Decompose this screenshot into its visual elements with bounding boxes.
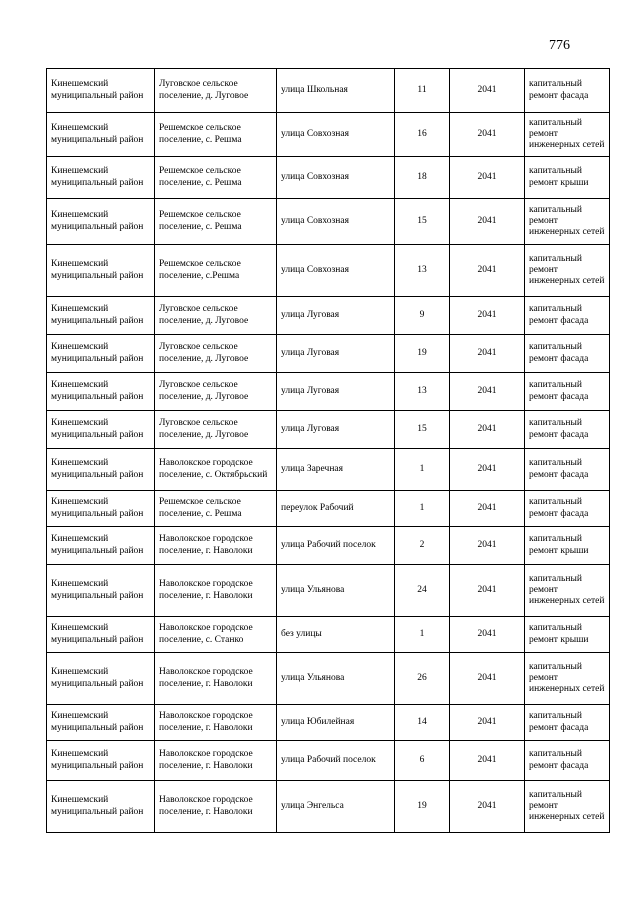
street-cell: переулок Рабочий [277,491,395,527]
street-cell: улица Совхозная [277,199,395,245]
work-type-cell: капитальный ремонт фасада [525,411,610,449]
street-cell: улица Луговая [277,411,395,449]
work-type-cell: капитальный ремонт фасада [525,297,610,335]
street-cell: улица Ульянова [277,565,395,617]
district-cell: Кинешемский муниципальный район [47,199,155,245]
year-cell: 2041 [450,297,525,335]
year-cell: 2041 [450,411,525,449]
work-type-cell: капитальный ремонт инженерных сетей [525,565,610,617]
district-cell: Кинешемский муниципальный район [47,781,155,833]
district-cell: Кинешемский муниципальный район [47,741,155,781]
house-number-cell: 9 [395,297,450,335]
district-cell: Кинешемский муниципальный район [47,617,155,653]
settlement-cell: Наволокское городское поселение, г. Наволоки [155,653,277,705]
work-type-cell: капитальный ремонт фасада [525,491,610,527]
district-cell: Кинешемский муниципальный район [47,373,155,411]
settlement-cell: Наволокское городское поселение, г. Наволоки [155,781,277,833]
street-cell: без улицы [277,617,395,653]
settlement-cell: Решемское сельское поселение, с.Решма [155,245,277,297]
house-number-cell: 16 [395,113,450,157]
year-cell: 2041 [450,781,525,833]
year-cell: 2041 [450,617,525,653]
work-type-cell: капитальный ремонт крыши [525,527,610,565]
work-type-cell: капитальный ремонт инженерных сетей [525,199,610,245]
work-type-cell: капитальный ремонт крыши [525,157,610,199]
district-cell: Кинешемский муниципальный район [47,705,155,741]
year-cell: 2041 [450,113,525,157]
settlement-cell: Луговское сельское поселение, д. Луговое [155,373,277,411]
street-cell: улица Школьная [277,69,395,113]
work-type-cell: капитальный ремонт фасада [525,449,610,491]
year-cell: 2041 [450,157,525,199]
district-cell: Кинешемский муниципальный район [47,449,155,491]
table-row [47,411,610,449]
house-number-cell: 11 [395,69,450,113]
table-body [47,69,610,833]
year-cell: 2041 [450,199,525,245]
house-number-cell: 13 [395,245,450,297]
year-cell: 2041 [450,491,525,527]
house-number-cell: 24 [395,565,450,617]
street-cell: улица Совхозная [277,245,395,297]
house-number-cell: 15 [395,199,450,245]
table-row [47,157,610,199]
district-cell: Кинешемский муниципальный район [47,335,155,373]
year-cell: 2041 [450,527,525,565]
street-cell: улица Рабочий поселок [277,741,395,781]
settlement-cell: Луговское сельское поселение, д. Луговое [155,69,277,113]
table-row [47,741,610,781]
year-cell: 2041 [450,69,525,113]
work-type-cell: капитальный ремонт фасада [525,373,610,411]
house-number-cell: 2 [395,527,450,565]
street-cell: улица Совхозная [277,113,395,157]
table-row [47,335,610,373]
street-cell: улица Энгельса [277,781,395,833]
house-number-cell: 1 [395,449,450,491]
work-type-cell: капитальный ремонт инженерных сетей [525,113,610,157]
work-type-cell: капитальный ремонт фасада [525,69,610,113]
year-cell: 2041 [450,653,525,705]
work-type-cell: капитальный ремонт крыши [525,617,610,653]
district-cell: Кинешемский муниципальный район [47,113,155,157]
table-row [47,491,610,527]
district-cell: Кинешемский муниципальный район [47,653,155,705]
district-cell: Кинешемский муниципальный район [47,69,155,113]
district-cell: Кинешемский муниципальный район [47,245,155,297]
street-cell: улица Луговая [277,297,395,335]
table-row [47,705,610,741]
table-row [47,69,610,113]
settlement-cell: Луговское сельское поселение, д. Луговое [155,411,277,449]
house-number-cell: 15 [395,411,450,449]
work-type-cell: капитальный ремонт фасада [525,741,610,781]
house-number-cell: 19 [395,335,450,373]
table-row [47,245,610,297]
district-cell: Кинешемский муниципальный район [47,491,155,527]
settlement-cell: Наволокское городское поселение, г. Наволоки [155,565,277,617]
house-number-cell: 19 [395,781,450,833]
district-cell: Кинешемский муниципальный район [47,297,155,335]
house-number-cell: 1 [395,617,450,653]
year-cell: 2041 [450,449,525,491]
street-cell: улица Юбилейная [277,705,395,741]
work-type-cell: капитальный ремонт фасада [525,335,610,373]
settlement-cell: Наволокское городское поселение, с. Станко [155,617,277,653]
table-row [47,373,610,411]
district-cell: Кинешемский муниципальный район [47,157,155,199]
house-number-cell: 13 [395,373,450,411]
settlement-cell: Наволокское городское поселение, г. Наволоки [155,741,277,781]
table-row [47,449,610,491]
house-number-cell: 26 [395,653,450,705]
house-number-cell: 18 [395,157,450,199]
street-cell: улица Рабочий поселок [277,527,395,565]
table-row [47,527,610,565]
table-row [47,199,610,245]
settlement-cell: Решемское сельское поселение, с. Решма [155,113,277,157]
house-number-cell: 1 [395,491,450,527]
table-row [47,113,610,157]
year-cell: 2041 [450,565,525,617]
street-cell: улица Луговая [277,373,395,411]
table-row [47,617,610,653]
year-cell: 2041 [450,335,525,373]
district-cell: Кинешемский муниципальный район [47,565,155,617]
house-number-cell: 6 [395,741,450,781]
house-number-cell: 14 [395,705,450,741]
settlement-cell: Наволокское городское поселение, г. Наволоки [155,527,277,565]
district-cell: Кинешемский муниципальный район [47,527,155,565]
settlement-cell: Решемское сельское поселение, с. Решма [155,199,277,245]
street-cell: улица Луговая [277,335,395,373]
work-type-cell: капитальный ремонт инженерных сетей [525,653,610,705]
district-cell: Кинешемский муниципальный район [47,411,155,449]
settlement-cell: Луговское сельское поселение, д. Луговое [155,335,277,373]
settlement-cell: Наволокское городское поселение, г. Наволоки [155,705,277,741]
settlement-cell: Решемское сельское поселение, с. Решма [155,157,277,199]
settlement-cell: Луговское сельское поселение, д. Луговое [155,297,277,335]
table-row [47,781,610,833]
table-row [47,653,610,705]
work-type-cell: капитальный ремонт инженерных сетей [525,245,610,297]
table-row [47,297,610,335]
year-cell: 2041 [450,373,525,411]
table-row [47,565,610,617]
work-type-cell: капитальный ремонт фасада [525,705,610,741]
year-cell: 2041 [450,741,525,781]
street-cell: улица Ульянова [277,653,395,705]
year-cell: 2041 [450,245,525,297]
work-type-cell: капитальный ремонт инженерных сетей [525,781,610,833]
housing-repair-table [46,68,610,833]
year-cell: 2041 [450,705,525,741]
settlement-cell: Решемское сельское поселение, с. Решма [155,491,277,527]
street-cell: улица Совхозная [277,157,395,199]
street-cell: улица Заречная [277,449,395,491]
settlement-cell: Наволокское городское поселение, с. Октябрьский [155,449,277,491]
page-number: 776 [549,38,570,53]
